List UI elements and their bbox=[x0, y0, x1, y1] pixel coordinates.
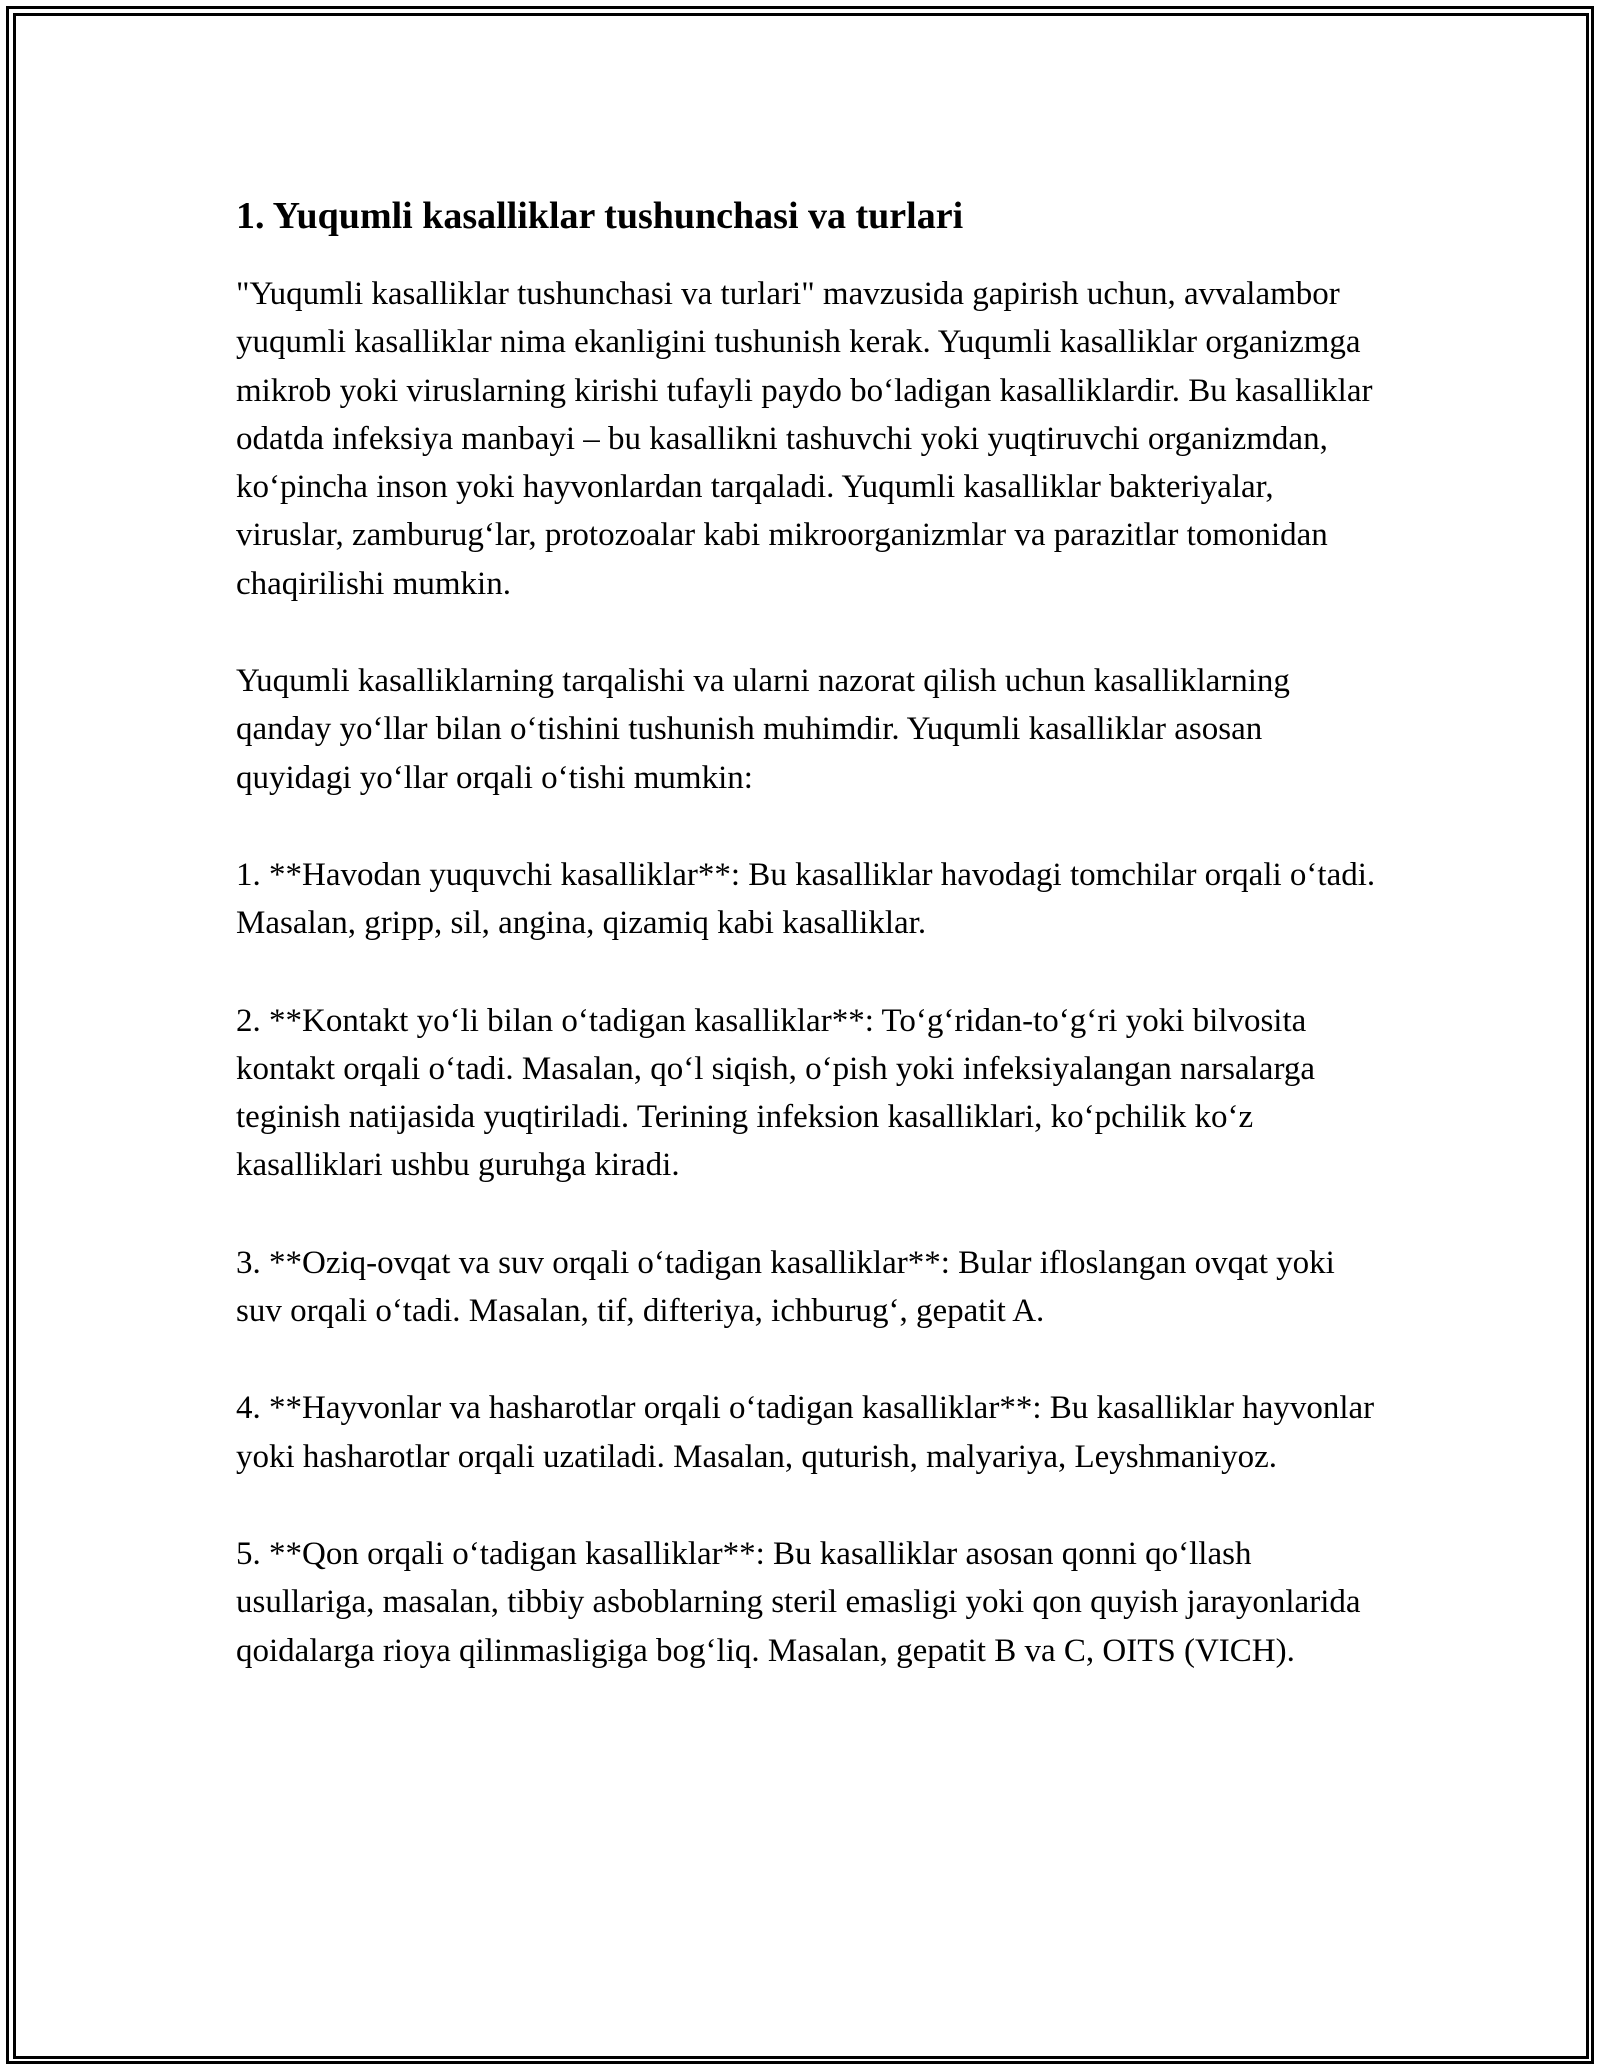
list-item-food-water: 3. **Oziq-ovqat va suv orqali o‘tadigan kasalliklar**: Bular ifloslangan ovqat yoki suv orqali o‘tadi. Masalan, tif, difteriya, ichburug‘, gepatit A. bbox=[236, 1244, 1335, 1330]
section-title: 1. Yuqumli kasalliklar tushunchasi va turlari bbox=[236, 195, 964, 237]
paragraph-transmission: Yuqumli kasalliklarning tarqalishi va ularni nazorat qilish uchun kasalliklarning qanday yo‘llar bilan o‘tishini tushunish muhimdir. Yuqumli kasalliklar asosan quyidagi yo‘llar orqali o‘tishi mumkin: bbox=[236, 663, 1290, 796]
list-item-contact: 2. **Kontakt yo‘li bilan o‘tadigan kasalliklar**: To‘g‘ridan-to‘g‘ri yoki bilvosita kontakt orqali o‘tadi. Masalan, qo‘l siqish, o‘pish yoki infeksiyalangan narsalarga teginish natijasida yuqtiriladi. Terining infeksion kasalliklari, ko‘pchilik ko‘z kasalliklari ushbu guruhga kiradi. bbox=[236, 1002, 1315, 1184]
list-item-blood: 5. **Qon orqali o‘tadigan kasalliklar**: Bu kasalliklar asosan qonni qo‘llash usullariga, masalan, tibbiy asboblarning steril emasligi yoki qon quyish jarayonlarida qoidalarga rioya qilinmasligiga bog‘liq. Masalan, gepatit B va C, OITS (VICH). bbox=[236, 1535, 1361, 1669]
document-body bbox=[236, 190, 1376, 1724]
list-item-animals-insects: 4. **Hayvonlar va hasharotlar orqali o‘tadigan kasalliklar**: Bu kasalliklar hayvonlar yoki hasharotlar orqali uzatiladi. Masalan, quturish, malyariya, Leyshmaniyoz. bbox=[236, 1390, 1375, 1475]
list-item-airborne: 1. **Havodan yuquvchi kasalliklar**: Bu kasalliklar havodagi tomchilar orqali o‘tadi. Masalan, gripp, sil, angina, qizamiq kabi kasalliklar. bbox=[236, 856, 1376, 942]
paragraph-intro: "Yuqumli kasalliklar tushunchasi va turlari" mavzusida gapirish uchun, avvalambor yuqumli kasalliklar nima ekanligini tushunish kerak. Yuqumli kasalliklar organizmga mikrob yoki viruslarning kirishi tufayli paydo bo‘ladigan kasalliklardir. Bu kasalliklar odatda infeksiya manbayi – bu kasallikni tashuvchi yoki yuqtiruvchi organizmdan, ko‘pincha inson yoki hayvonlardan tarqaladi. Yuqumli kasalliklar bakteriyalar, viruslar, zamburug‘lar, protozoalar kabi mikroorganizmlar va parazitlar tomonidan chaqirilishi mumkin. bbox=[236, 276, 1373, 602]
